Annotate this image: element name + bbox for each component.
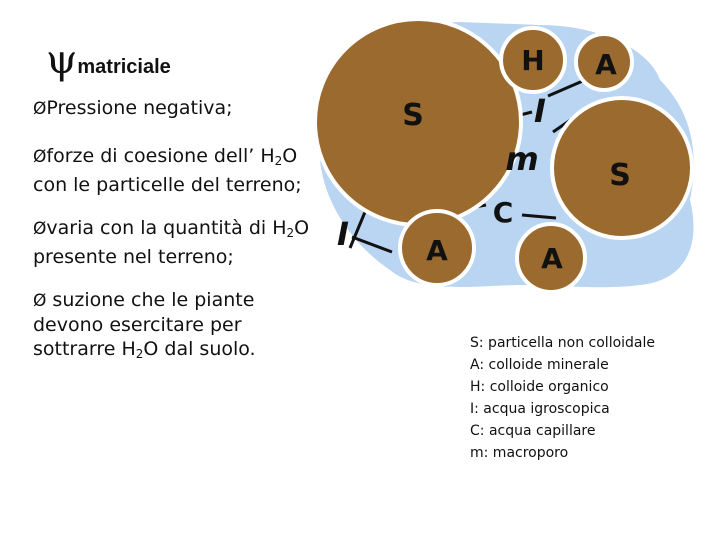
arrow-bullet-icon: Ø bbox=[33, 219, 47, 239]
arrow-bullet-icon: Ø bbox=[33, 291, 47, 311]
arrow-bullet-icon: Ø bbox=[33, 99, 47, 119]
label-s-large: S bbox=[402, 98, 424, 133]
slide-title bbox=[46, 37, 171, 83]
bullet-item: Øvaria con la quantità di $H_2O$ presente nel terreno; bbox=[33, 217, 310, 268]
legend bbox=[470, 332, 655, 464]
label-a-top: A bbox=[595, 48, 617, 81]
legend-item: m: macroporo bbox=[470, 445, 569, 461]
arrow-bullet-icon: Ø bbox=[33, 147, 47, 167]
soil-water-diagram bbox=[310, 15, 705, 315]
label-a-left: A bbox=[426, 234, 448, 267]
legend-item: I: acqua igroscopica bbox=[470, 401, 610, 417]
label-c: C bbox=[492, 196, 514, 229]
label-h: H bbox=[521, 44, 545, 77]
label-i-top: I bbox=[534, 92, 546, 130]
label-i-left: I bbox=[337, 215, 349, 253]
legend-item: C: acqua capillare bbox=[470, 423, 596, 439]
legend-item: S: particella non colloidale bbox=[470, 335, 656, 351]
psi-symbol: ψ bbox=[46, 37, 78, 83]
label-s-right: S bbox=[609, 158, 631, 193]
title-text: matriciale bbox=[77, 56, 171, 78]
bullet-item: Ø suzione che le piante devono esercitare per sottrarre $H_2O$ dal suolo. bbox=[33, 289, 256, 361]
bullet-item: Øforze di coesione dell’ $H_2O$ con le particelle del terreno; bbox=[33, 145, 302, 196]
label-m: m bbox=[505, 140, 539, 178]
legend-item: A: colloide minerale bbox=[470, 357, 609, 373]
legend-item: H: colloide organico bbox=[470, 379, 609, 395]
bullet-item: ØPressione negativa; bbox=[33, 97, 233, 119]
label-a-bottom: A bbox=[541, 242, 563, 275]
